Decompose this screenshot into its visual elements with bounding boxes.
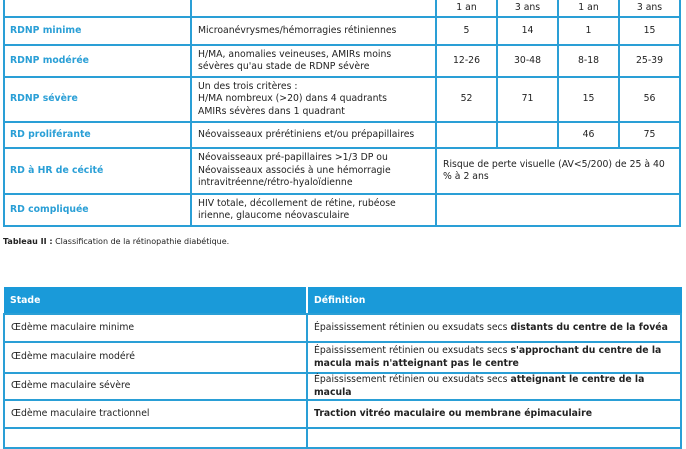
header-subcol: 3 ans [497,0,558,17]
table-row [4,373,681,400]
criteria-cell: Microanévrysmes/hémorragies rétiniennes [191,17,436,45]
value-cell: 46 [558,122,619,148]
table-row [4,342,681,373]
value-cell: 14 [497,17,558,45]
table-row [4,400,681,428]
def-bold: Traction vitréo maculaire ou membrane épimaculaire [314,407,593,419]
criteria-line: Néovaisseaux associés à une hémorragie [198,164,391,176]
stage-cell [4,428,307,448]
stage-label: RDNP sévère [4,77,191,122]
criteria-cell: H/MA, anomalies veineuses, AMIRs moins sévères qu'au stade de RDNP sévère [191,45,436,77]
caption-label: Tableau II : [3,237,53,246]
definition-cell [307,314,681,342]
def-bold: atteignant le centre de la macula [314,374,645,398]
value-cell: 52 [436,77,497,122]
table-row [4,428,681,448]
table-row [4,77,680,122]
header-definition: Définition [307,287,681,314]
table-row [4,194,680,226]
def-bold: s'approchant du centre de la macula mais n'atteignant pas le centre [314,345,662,369]
stage-label: RD compliquée [4,194,191,226]
table-row [4,45,680,77]
table-row [4,17,680,45]
value-cell: 71 [497,77,558,122]
empty-note-cell [436,194,680,226]
caption-text: Classification de la rétinopathie diabétique. [52,237,230,246]
value-cell: 15 [619,17,680,45]
value-cell: 1 [558,17,619,45]
stage-label: RDNP modérée [4,45,191,77]
def-bold: distants du centre de la fovéa [510,321,668,333]
value-cell: 12-26 [436,45,497,77]
table-caption [3,237,229,246]
empty-header-cell [191,0,436,17]
criteria-line: intravitréenne/rétro-hyaloïdienne [198,177,353,189]
macular-edema-table [3,287,682,449]
risk-note-cell: Risque de perte visuelle (AV<5/200) de 25 à 40 % à 2 ans [436,148,680,194]
retinopathy-classification-table [3,0,681,227]
definition-cell [307,373,681,400]
table-row [4,122,680,148]
header-stade: Stade [4,287,307,314]
header-subcol: 3 ans [619,0,680,17]
definition-cell [307,400,681,428]
value-cell [436,122,497,148]
stage-cell: Œdème maculaire minime [4,314,307,342]
value-cell: 15 [558,77,619,122]
def-plain: Épaississement rétinien ou exsudats secs [314,345,511,356]
criteria-line: Un des trois critères : [198,80,298,92]
table-row [4,314,681,342]
header-subcol: 1 an [436,0,497,17]
criteria-line: Néovaisseaux pré-papillaires >1/3 DP ou [198,152,388,164]
stage-label: RD proliférante [4,122,191,148]
value-cell [497,122,558,148]
stage-cell: Œdème maculaire sévère [4,373,307,400]
definition-cell [307,428,681,448]
criteria-line: AMIRs sévères dans 1 quadrant [198,105,345,117]
stage-label: RDNP minime [4,17,191,45]
table-header-row [4,287,681,314]
value-cell: 25-39 [619,45,680,77]
criteria-cell [191,148,436,194]
criteria-cell: HIV totale, décollement de rétine, rubéose irienne, glaucome néovasculaire [191,194,436,226]
stage-label: RD à HR de cécité [4,148,191,194]
criteria-cell [191,77,436,122]
def-plain: Épaississement rétinien ou exsudats secs [314,374,511,385]
def-plain: Épaississement rétinien ou exsudats secs [314,321,511,333]
value-cell: 8-18 [558,45,619,77]
criteria-cell: Néovaisseaux prérétiniens et/ou prépapillaires [191,122,436,148]
header-subcol: 1 an [558,0,619,17]
definition-cell [307,342,681,373]
value-cell: 56 [619,77,680,122]
value-cell: 75 [619,122,680,148]
stage-cell: Œdème maculaire tractionnel [4,400,307,428]
stage-cell: Œdème maculaire modéré [4,342,307,373]
table-row [4,148,680,194]
empty-header-cell [4,0,191,17]
value-cell: 30-48 [497,45,558,77]
value-cell: 5 [436,17,497,45]
criteria-line: H/MA nombreux (>20) dans 4 quadrants [198,93,387,105]
table-header-row [4,0,680,17]
